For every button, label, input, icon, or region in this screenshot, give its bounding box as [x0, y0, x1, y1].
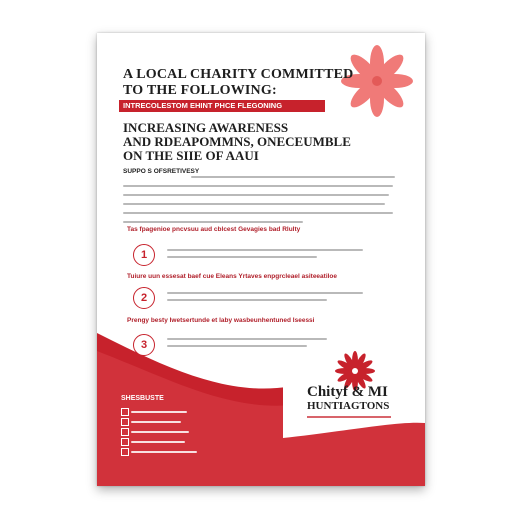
organization-name [307, 385, 407, 413]
item-3-description [167, 338, 367, 352]
item-2-heading: Tuiure uun essesat baef cue Eleans Yrtaves enpgrcleael asiteeatiloe [127, 273, 338, 280]
checklist-item-text [131, 421, 181, 423]
checklist-item-text [131, 411, 187, 413]
subheading-line-1: INCREASING AWARENESS [123, 120, 289, 135]
item-2-number: 2 [133, 287, 155, 309]
item-3-number: 3 [133, 334, 155, 356]
checkbox-icon [121, 408, 129, 416]
subheading-line-2: AND RDEAPOMMNS, ONECEUMBLE [123, 134, 351, 149]
checklist-item-text [131, 451, 197, 453]
checklist-item-text [131, 441, 185, 443]
item-3-heading: Prengy besty Iwetsertunde et laby wasbeunhentuned Iseessi [127, 317, 315, 324]
item-1-number: 1 [133, 244, 155, 266]
item-1-description [167, 249, 367, 263]
checkbox-icon [121, 438, 129, 446]
checkbox-icon [121, 428, 129, 436]
main-heading-line-2: TO THE FOLLOWING: [123, 83, 277, 98]
red-banner: INTRECOLESTOM EHINT PHCE FLEGONING [119, 100, 325, 112]
subheading-line-3: ON THE SIIE OF AAUI [123, 148, 259, 163]
organization-name-line-2: HUNTIAGTONS [307, 400, 390, 412]
main-heading-line-1: A LOCAL CHARITY COMMITTED [123, 67, 354, 82]
item-1-heading: Tas fpagenioe pncvsuu aud cblcest Gevagies bad Rlulty [127, 226, 301, 233]
intro-paragraph [123, 167, 395, 230]
organization-name-line-1: Chityf & MI [307, 384, 388, 400]
organization-tagline [307, 416, 391, 418]
checkbox-icon [121, 448, 129, 456]
checkbox-icon [121, 418, 129, 426]
checklist-title: SHESBUSTE [121, 395, 164, 402]
intro-heading: SUPPO S OFSRETIVESY [123, 168, 200, 175]
charity-flyer [97, 33, 425, 486]
item-2-description [167, 292, 367, 306]
checklist-item-text [131, 431, 189, 433]
